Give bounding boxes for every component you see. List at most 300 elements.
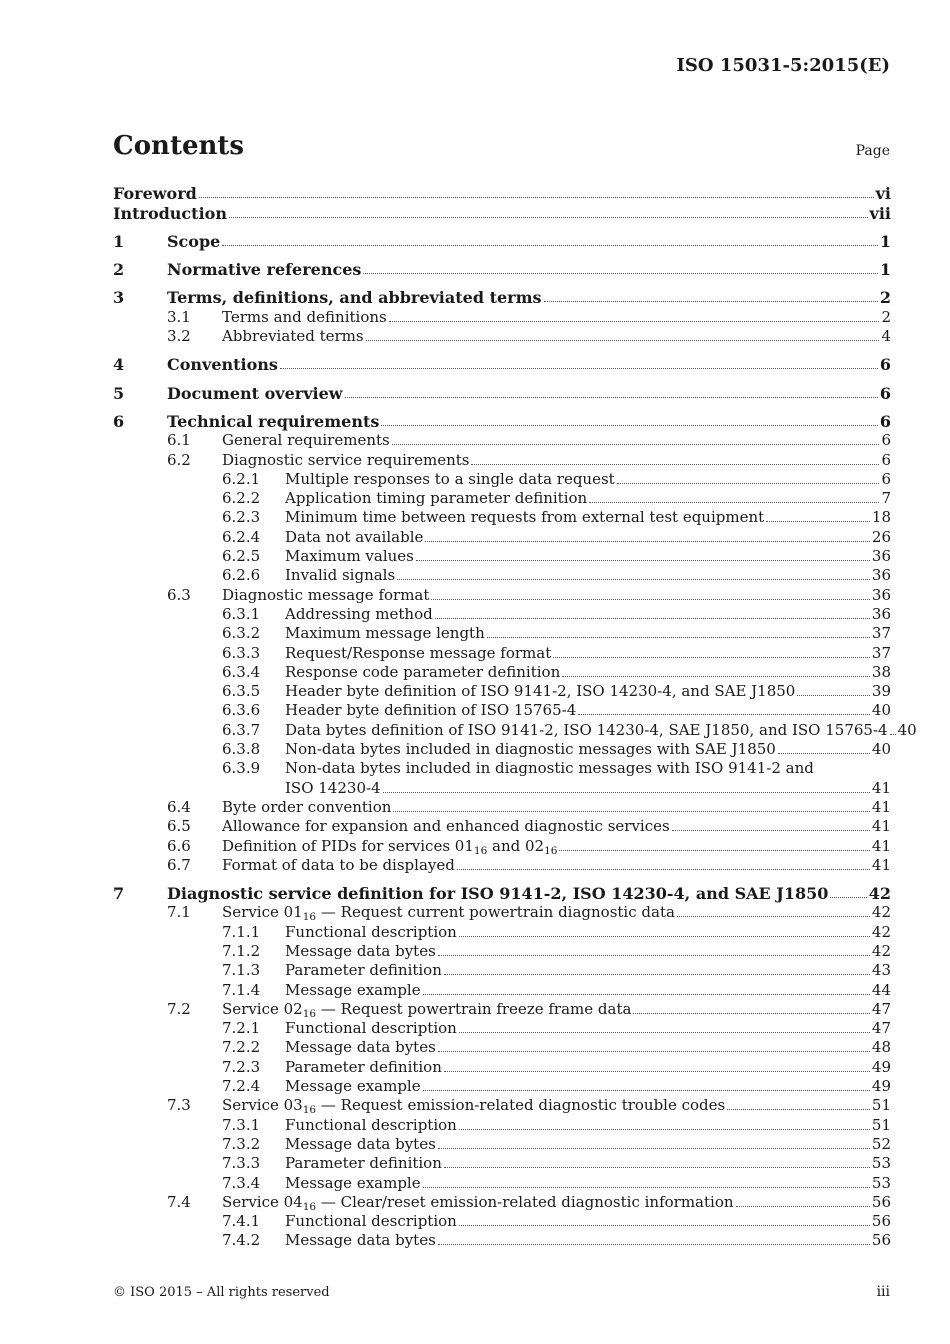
toc-entry-page: vi: [875, 184, 891, 204]
toc-entry[interactable]: [113, 701, 891, 720]
toc-entry-title: [222, 308, 387, 327]
toc-entry-title-text: Foreword: [113, 184, 197, 204]
toc-entry-number: 3.2: [167, 327, 191, 346]
toc-entry-title: [285, 663, 560, 682]
toc-entry[interactable]: [113, 1212, 891, 1231]
toc-entry-number: 6.5: [167, 817, 191, 836]
toc-entry-title: [113, 184, 197, 203]
page-number: iii: [876, 1284, 890, 1300]
toc-entry-title-text: Message data bytes: [285, 941, 436, 960]
toc-entry-title: [167, 412, 379, 431]
toc-entry-page: 1: [879, 231, 891, 251]
toc-entry-page: 49: [871, 1057, 891, 1076]
dot-leader: [672, 830, 870, 831]
dot-leader: [438, 1244, 870, 1245]
toc-entry-title: [285, 961, 442, 980]
dot-leader: [459, 936, 870, 937]
toc-entry-title-text: Data bytes definition of ISO 9141-2, ISO 14230-4, SAE J1850, and ISO 15765-4: [285, 720, 888, 739]
toc-entry[interactable]: [113, 875, 891, 903]
toc-entry-title: [285, 1135, 436, 1154]
toc-entry-title: [285, 528, 423, 547]
toc-entry-number: 5: [113, 383, 125, 403]
toc-entry-title-text: Message example: [285, 1173, 421, 1192]
toc-entry-title-text: Normative references: [167, 260, 362, 280]
toc-entry-page: 41: [871, 797, 891, 816]
toc-entry[interactable]: [113, 720, 917, 739]
toc-entry-title: [222, 431, 390, 450]
toc-entry-title-text: Message data bytes: [285, 1231, 436, 1250]
toc-entry-page: 18: [871, 508, 891, 527]
toc-entry-title-text: Non-data bytes included in diagnostic messages with ISO 9141-2 and: [285, 759, 814, 778]
hex-subscript: 16: [302, 911, 317, 924]
toc-entry[interactable]: [113, 1057, 891, 1076]
toc-entry-page: 39: [871, 682, 891, 701]
hex-subscript: 16: [473, 844, 488, 857]
toc-entry-page: 42: [871, 922, 891, 941]
toc-entry-title-text: Non-data bytes included in diagnostic messages with SAE J1850: [285, 740, 776, 759]
toc-entry-title-text: Diagnostic service requirements: [222, 450, 470, 469]
toc-entry-number: 7.2.1: [222, 1019, 261, 1038]
toc-entry-number: 6.3.1: [222, 604, 261, 623]
toc-entry-page: 47: [871, 999, 891, 1018]
toc-entry-number: 4: [113, 355, 125, 375]
dot-leader: [457, 869, 870, 870]
toc-entry-page: 42: [871, 903, 891, 922]
toc-entry-title: [167, 288, 542, 307]
toc-entry-title: [222, 856, 455, 875]
toc-entry-number: 7.2.4: [222, 1077, 261, 1096]
hex-subscript: 16: [302, 1008, 317, 1021]
hex-subscript: 16: [302, 1104, 317, 1117]
toc-entry[interactable]: [113, 346, 891, 374]
toc-entry-title: [222, 451, 469, 470]
toc-entry-page: 36: [871, 547, 891, 566]
dot-leader: [578, 714, 870, 715]
toc-entry-page: 40: [871, 740, 891, 759]
toc-entry-page: 42: [868, 884, 891, 904]
toc-entry-title: [222, 1193, 734, 1212]
toc-entry-number: 1: [113, 231, 125, 251]
toc-entry-number: 6.3.7: [222, 720, 261, 739]
toc-entry-number: 3: [113, 288, 125, 308]
toc-entry-number: 7.1.1: [222, 922, 261, 941]
toc-entry[interactable]: [113, 922, 891, 941]
toc-entry-title: [167, 884, 828, 903]
toc-entry-page: 36: [871, 585, 891, 604]
copyright-notice: © ISO 2015 – All rights reserved: [113, 1285, 330, 1300]
toc-entry-title-text: — Request current powertrain diagnostic data: [316, 903, 675, 922]
toc-entry[interactable]: [113, 942, 891, 961]
toc-entry[interactable]: [113, 527, 891, 546]
toc-entry-number: 6.3.5: [222, 682, 261, 701]
dot-leader: [438, 1051, 870, 1052]
toc-entry-title-text: Conventions: [167, 355, 278, 375]
toc-entry-title-text: Message data bytes: [285, 1038, 436, 1057]
dot-leader: [544, 301, 878, 302]
toc-entry-page: 6: [881, 431, 891, 450]
toc-entry[interactable]: [113, 740, 891, 759]
dot-leader: [617, 483, 880, 484]
dot-leader: [459, 1225, 870, 1226]
toc-entry-title-text: Request/Response message format: [285, 643, 552, 662]
dot-leader: [199, 197, 874, 198]
dot-leader: [393, 811, 869, 812]
dot-leader: [397, 579, 870, 580]
toc-entry[interactable]: [113, 682, 891, 701]
toc-entry[interactable]: [113, 203, 891, 222]
toc-entry-number: 3.1: [167, 307, 191, 326]
toc-entry[interactable]: [113, 184, 891, 203]
toc-entry[interactable]: [113, 903, 891, 922]
toc-entry-title: [285, 1231, 436, 1250]
toc-entry-number: 6.3.4: [222, 662, 261, 681]
toc-entry[interactable]: [113, 566, 891, 585]
dot-leader: [633, 1013, 869, 1014]
toc-entry-number: 7.3.2: [222, 1134, 261, 1153]
dot-leader: [438, 1148, 870, 1149]
dot-leader: [487, 637, 870, 638]
dot-leader: [383, 792, 870, 793]
toc-entry-title-text: Functional description: [285, 922, 457, 941]
toc-entry-number: 6.3: [167, 585, 191, 604]
toc-entry-page: vii: [869, 203, 891, 223]
toc-entry-title-text: Parameter definition: [285, 961, 442, 980]
dot-leader: [562, 676, 870, 677]
table-of-contents: [113, 184, 917, 1250]
toc-entry-title-text: — Request powertrain freeze frame data: [316, 999, 632, 1018]
toc-entry-number: 7.3.4: [222, 1173, 261, 1192]
toc-entry-title: [167, 384, 343, 403]
dot-leader: [423, 1187, 870, 1188]
toc-entry-title-text: Diagnostic service definition for ISO 9141-2, ISO 14230-4, and SAE J1850: [167, 884, 829, 904]
toc-entry-number: 6.2.5: [222, 547, 261, 566]
toc-entry[interactable]: [113, 624, 891, 643]
toc-entry-title: [285, 779, 381, 798]
page-column-label: Page: [855, 143, 890, 159]
toc-entry-title: [285, 1174, 421, 1193]
toc-entry-title: [285, 942, 436, 961]
dot-leader: [229, 217, 868, 218]
toc-entry-page: 48: [871, 1038, 891, 1057]
toc-entry-number: 7.4.1: [222, 1212, 261, 1231]
toc-entry-page: 6: [881, 469, 891, 488]
dot-leader: [435, 618, 870, 619]
toc-entry-page: 44: [871, 980, 891, 999]
toc-entry[interactable]: [113, 778, 891, 797]
toc-entry-title-text: Application timing parameter definition: [285, 489, 588, 508]
toc-entry-title: [285, 508, 764, 527]
toc-entry-title-text: Parameter definition: [285, 1057, 442, 1076]
toc-entry[interactable]: [113, 327, 891, 346]
dot-leader: [345, 397, 878, 398]
toc-entry-number: 7.3: [167, 1096, 191, 1115]
toc-entry-title-text: Minimum time between requests from external test equipment: [285, 508, 765, 527]
toc-entry-title: [285, 1154, 442, 1173]
dot-leader: [471, 464, 879, 465]
toc-entry[interactable]: [113, 759, 891, 778]
toc-entry-number: 7.3.3: [222, 1154, 261, 1173]
dot-leader: [778, 753, 870, 754]
toc-entry[interactable]: [113, 663, 891, 682]
toc-entry-title-text: Data not available: [285, 527, 424, 546]
toc-entry-title: [285, 981, 421, 1000]
toc-entry-page: 2: [879, 288, 891, 308]
toc-entry-page: 26: [871, 527, 891, 546]
toc-entry-number: 7: [113, 884, 125, 904]
toc-entry[interactable]: [113, 980, 891, 999]
toc-entry[interactable]: [113, 798, 891, 817]
toc-entry-number: 7.1.2: [222, 941, 261, 960]
toc-entry-page: 41: [871, 778, 891, 797]
toc-entry-title: [222, 1000, 631, 1019]
toc-entry[interactable]: [113, 1154, 891, 1173]
toc-entry-number: 7.3.1: [222, 1115, 261, 1134]
toc-entry-title-text: Service 04: [222, 1192, 303, 1211]
toc-entry-title: [222, 1096, 725, 1115]
toc-entry[interactable]: [113, 251, 891, 279]
toc-entry-title-text: Allowance for expansion and enhanced diagnostic services: [222, 817, 670, 836]
toc-entry[interactable]: [113, 1173, 891, 1192]
dot-leader: [736, 1206, 870, 1207]
toc-entry[interactable]: [113, 817, 891, 836]
toc-entry[interactable]: [113, 279, 891, 307]
toc-entry[interactable]: [113, 1115, 891, 1134]
dot-leader: [280, 368, 878, 369]
dot-leader: [366, 340, 880, 341]
toc-entry-page: 36: [871, 566, 891, 585]
dot-leader: [381, 425, 878, 426]
toc-entry-page: 51: [871, 1115, 891, 1134]
toc-entry-page: 43: [871, 961, 891, 980]
dot-leader: [222, 245, 878, 246]
toc-entry-number: 6.4: [167, 797, 191, 816]
toc-entry[interactable]: [113, 1077, 891, 1096]
dot-leader: [459, 1032, 870, 1033]
dot-leader: [363, 273, 877, 274]
toc-entry-page: 36: [871, 604, 891, 623]
toc-entry-title: [285, 682, 795, 701]
hex-subscript: 16: [302, 1200, 317, 1213]
toc-entry-title-text: ISO 14230-4: [285, 778, 381, 797]
toc-entry[interactable]: [113, 1231, 891, 1250]
dot-leader: [890, 734, 896, 735]
toc-entry-number: 6.2.2: [222, 489, 261, 508]
toc-entry-page: 52: [871, 1134, 891, 1153]
toc-entry[interactable]: [113, 1193, 891, 1212]
toc-entry-title: [285, 624, 485, 643]
dot-leader: [444, 1071, 870, 1072]
toc-entry-title: [222, 817, 670, 836]
toc-entry-title-text: Scope: [167, 231, 221, 251]
toc-entry-title-text: Invalid signals: [285, 566, 396, 585]
toc-entry-title: [285, 1058, 442, 1077]
toc-entry[interactable]: [113, 470, 891, 489]
toc-entry-number: 6.1: [167, 431, 191, 450]
toc-entry-number: 7.1.3: [222, 961, 261, 980]
toc-entry[interactable]: [113, 1135, 891, 1154]
toc-entry-title: [285, 1077, 421, 1096]
toc-entry-page: 2: [881, 307, 891, 326]
dot-leader: [416, 560, 870, 561]
toc-entry[interactable]: [113, 1038, 891, 1057]
toc-entry-number: 7.2.3: [222, 1057, 261, 1076]
toc-entry-title: [222, 586, 429, 605]
toc-entry-title-text: Terms and definitions: [222, 307, 387, 326]
toc-entry-title-text: Message example: [285, 1077, 421, 1096]
toc-entry[interactable]: [113, 643, 891, 662]
toc-entry[interactable]: [113, 1000, 891, 1019]
dot-leader: [677, 916, 870, 917]
toc-entry-number: 7.2: [167, 999, 191, 1018]
toc-entry-title-text: Response code parameter definition: [285, 662, 561, 681]
toc-entry[interactable]: [113, 856, 891, 875]
toc-entry-number: 6: [113, 411, 125, 431]
toc-entry-title: [285, 923, 457, 942]
toc-entry[interactable]: [113, 547, 891, 566]
dot-leader: [727, 1109, 870, 1110]
toc-entry-title-text: Functional description: [285, 1212, 457, 1231]
toc-entry-number: 6.3.6: [222, 701, 261, 720]
toc-entry-title-text: and 02: [487, 836, 545, 855]
toc-entry[interactable]: [113, 605, 891, 624]
dot-leader: [444, 1167, 870, 1168]
toc-entry-title-text: Definition of PIDs for services 01: [222, 836, 474, 855]
toc-entry-title: [222, 837, 557, 856]
toc-entry-page: 47: [871, 1019, 891, 1038]
toc-entry-title: [285, 1116, 457, 1135]
toc-entry-page: 6: [879, 355, 891, 375]
toc-entry-number: 7.4: [167, 1192, 191, 1211]
dot-leader: [425, 541, 870, 542]
toc-entry-title-text: Header byte definition of ISO 9141-2, ISO 14230-4, and SAE J1850: [285, 682, 796, 701]
toc-entry-title: [285, 1019, 457, 1038]
toc-entry[interactable]: [113, 1096, 891, 1115]
toc-entry-number: 7.1.4: [222, 980, 261, 999]
toc-entry[interactable]: [113, 450, 891, 469]
toc-entry-page: 41: [871, 817, 891, 836]
dot-leader: [389, 321, 880, 322]
toc-entry-title-text: Multiple responses to a single data request: [285, 469, 615, 488]
toc-entry-title-text: Message example: [285, 980, 421, 999]
toc-entry[interactable]: [113, 961, 891, 980]
toc-entry[interactable]: [113, 223, 891, 251]
toc-entry-title: [113, 204, 227, 223]
dot-leader: [431, 599, 870, 600]
toc-entry-page: 4: [881, 327, 891, 346]
dot-leader: [438, 955, 870, 956]
toc-entry-number: 6.3.9: [222, 759, 261, 778]
toc-entry-title: [285, 605, 433, 624]
toc-entry-page: 40: [871, 701, 891, 720]
toc-entry[interactable]: [113, 489, 891, 508]
toc-entry-number: 7.1: [167, 903, 191, 922]
toc-entry-title: [167, 260, 361, 279]
toc-entry-page: 6: [879, 411, 891, 431]
dot-leader: [559, 850, 869, 851]
toc-entry[interactable]: [113, 374, 891, 402]
dot-leader: [423, 1090, 870, 1091]
toc-entry-number: 6.2.4: [222, 527, 261, 546]
toc-entry-page: 6: [881, 450, 891, 469]
dot-leader: [392, 444, 880, 445]
document-id: ISO 15031-5:2015(E): [676, 55, 890, 76]
toc-entry-page: 1: [879, 260, 891, 280]
hex-subscript: 16: [544, 844, 558, 857]
toc-entry[interactable]: [113, 307, 891, 326]
toc-entry-title: [285, 566, 395, 585]
toc-entry-title-text: Header byte definition of ISO 15765-4: [285, 701, 577, 720]
toc-entry-title: [285, 470, 615, 489]
toc-entry-title-text: Parameter definition: [285, 1154, 442, 1173]
toc-entry-number: 6.7: [167, 855, 191, 874]
toc-entry-title-text: General requirements: [222, 431, 390, 450]
toc-entry[interactable]: [113, 1019, 891, 1038]
toc-entry-title-text: Service 02: [222, 999, 303, 1018]
toc-entry-page: 6: [879, 383, 891, 403]
toc-entry-page: 51: [871, 1096, 891, 1115]
toc-entry-title: [167, 355, 278, 374]
toc-entry-number: 6.6: [167, 836, 191, 855]
toc-entry-page: 7: [881, 489, 891, 508]
toc-entry-title-text: Abbreviated terms: [222, 327, 364, 346]
toc-entry-title-text: — Request emission-related diagnostic trouble codes: [316, 1096, 726, 1115]
toc-entry-title: [285, 759, 814, 778]
toc-entry-title-text: Byte order convention: [222, 797, 392, 816]
toc-entry-page: 53: [871, 1154, 891, 1173]
toc-entry-page: 56: [871, 1231, 891, 1250]
toc-entry[interactable]: [113, 508, 891, 527]
toc-entry[interactable]: [113, 836, 891, 855]
toc-entry-title: [285, 644, 551, 663]
toc-entry-title-text: Service 03: [222, 1096, 303, 1115]
toc-entry-number: 6.2: [167, 450, 191, 469]
page-title: Contents: [113, 131, 245, 161]
toc-entry-number: 7.4.2: [222, 1231, 261, 1250]
toc-entry[interactable]: [113, 431, 891, 450]
toc-entry-title: [222, 903, 675, 922]
dot-leader: [589, 502, 879, 503]
toc-entry-title-text: Terms, definitions, and abbreviated terms: [167, 288, 542, 308]
toc-entry-title-text: Service 01: [222, 903, 303, 922]
toc-entry-title-text: Addressing method: [285, 604, 433, 623]
dot-leader: [423, 994, 870, 995]
toc-entry[interactable]: [113, 403, 891, 431]
toc-entry-title-text: Maximum message length: [285, 624, 485, 643]
toc-entry-number: 6.3.8: [222, 740, 261, 759]
toc-entry-title: [222, 798, 391, 817]
toc-entry-title-text: Introduction: [113, 203, 227, 223]
toc-entry-number: 6.3.3: [222, 643, 261, 662]
toc-entry-page: 37: [871, 643, 891, 662]
toc-entry-title: [285, 721, 888, 740]
toc-entry-number: 6.2.1: [222, 469, 261, 488]
toc-entry-title-text: — Clear/reset emission-related diagnostic information: [316, 1192, 734, 1211]
toc-entry-page: 38: [871, 662, 891, 681]
toc-entry-number: 6.2.6: [222, 566, 261, 585]
toc-entry-page: 37: [871, 624, 891, 643]
toc-entry-page: 53: [871, 1173, 891, 1192]
toc-entry-title: [285, 489, 587, 508]
toc-entry-page: 42: [871, 941, 891, 960]
toc-entry[interactable]: [113, 585, 891, 604]
toc-entry-number: 6.3.2: [222, 624, 261, 643]
toc-entry-page: 56: [871, 1212, 891, 1231]
toc-entry-title-text: Maximum values: [285, 547, 414, 566]
toc-entry-page: 56: [871, 1192, 891, 1211]
toc-entry-page: 41: [871, 855, 891, 874]
dot-leader: [459, 1129, 870, 1130]
toc-entry-page: 41: [871, 836, 891, 855]
